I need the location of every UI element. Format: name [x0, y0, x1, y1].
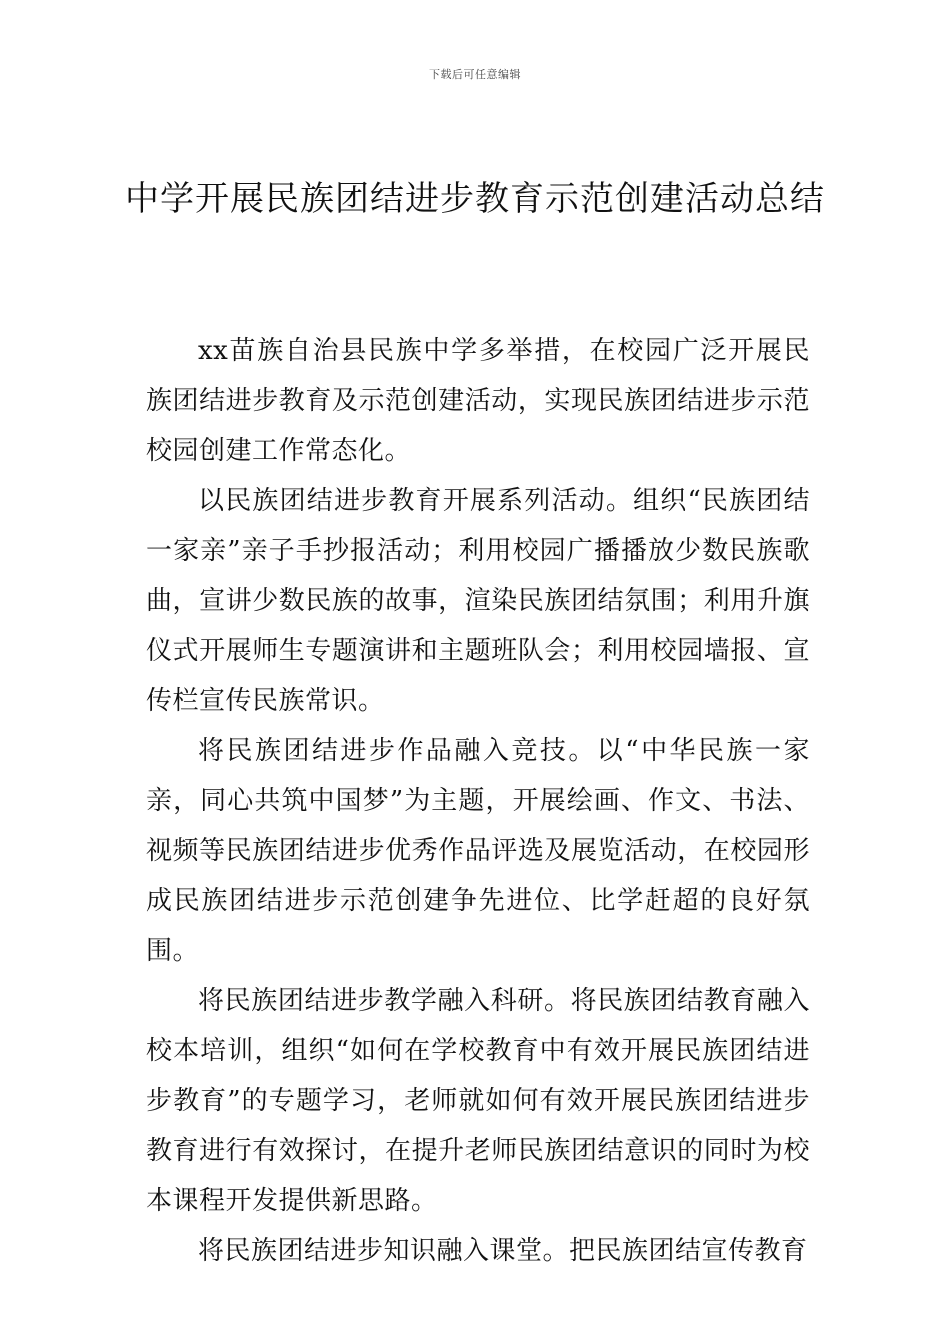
paragraph-3: 将民族团结进步作品融入竞技。以“中华民族一家亲，同心共筑中国梦”为主题，开展绘画、作文、书法、视频等民族团结进步优秀作品评选及展览活动，在校园形成民族团结进步示范创建争先进位、比学赶超的良好氛围。 [146, 736, 810, 966]
document-title: 中学开展民族团结进步教育示范创建活动总结 [125, 179, 825, 219]
paragraph-1: xx苗族自治县民族中学多举措，在校园广泛开展民族团结进步教育及示范创建活动，实现民族团结进步示范校园创建工作常态化。 [146, 336, 810, 466]
paragraph-4: 将民族团结进步教学融入科研。将民族团结教育融入校本培训，组织“如何在学校教育中有效开展民族团结进步教育”的专题学习，老师就如何有效开展民族团结进步教育进行有效探讨，在提升老师民族团结意识的同时为校本课程开发提供新思路。 [146, 986, 810, 1216]
paragraph-5: 将民族团结进步知识融入课堂。把民族团结宣传教育 [198, 1236, 808, 1266]
document-body [146, 326, 810, 1276]
header-note: 下载后可任意编辑 [429, 68, 521, 81]
paragraph-2: 以民族团结进步教育开展系列活动。组织“民族团结一家亲”亲子手抄报活动；利用校园广播播放少数民族歌曲，宣讲少数民族的故事，渲染民族团结氛围；利用升旗仪式开展师生专题演讲和主题班队会；利用校园墙报、宣传栏宣传民族常识。 [146, 486, 810, 716]
